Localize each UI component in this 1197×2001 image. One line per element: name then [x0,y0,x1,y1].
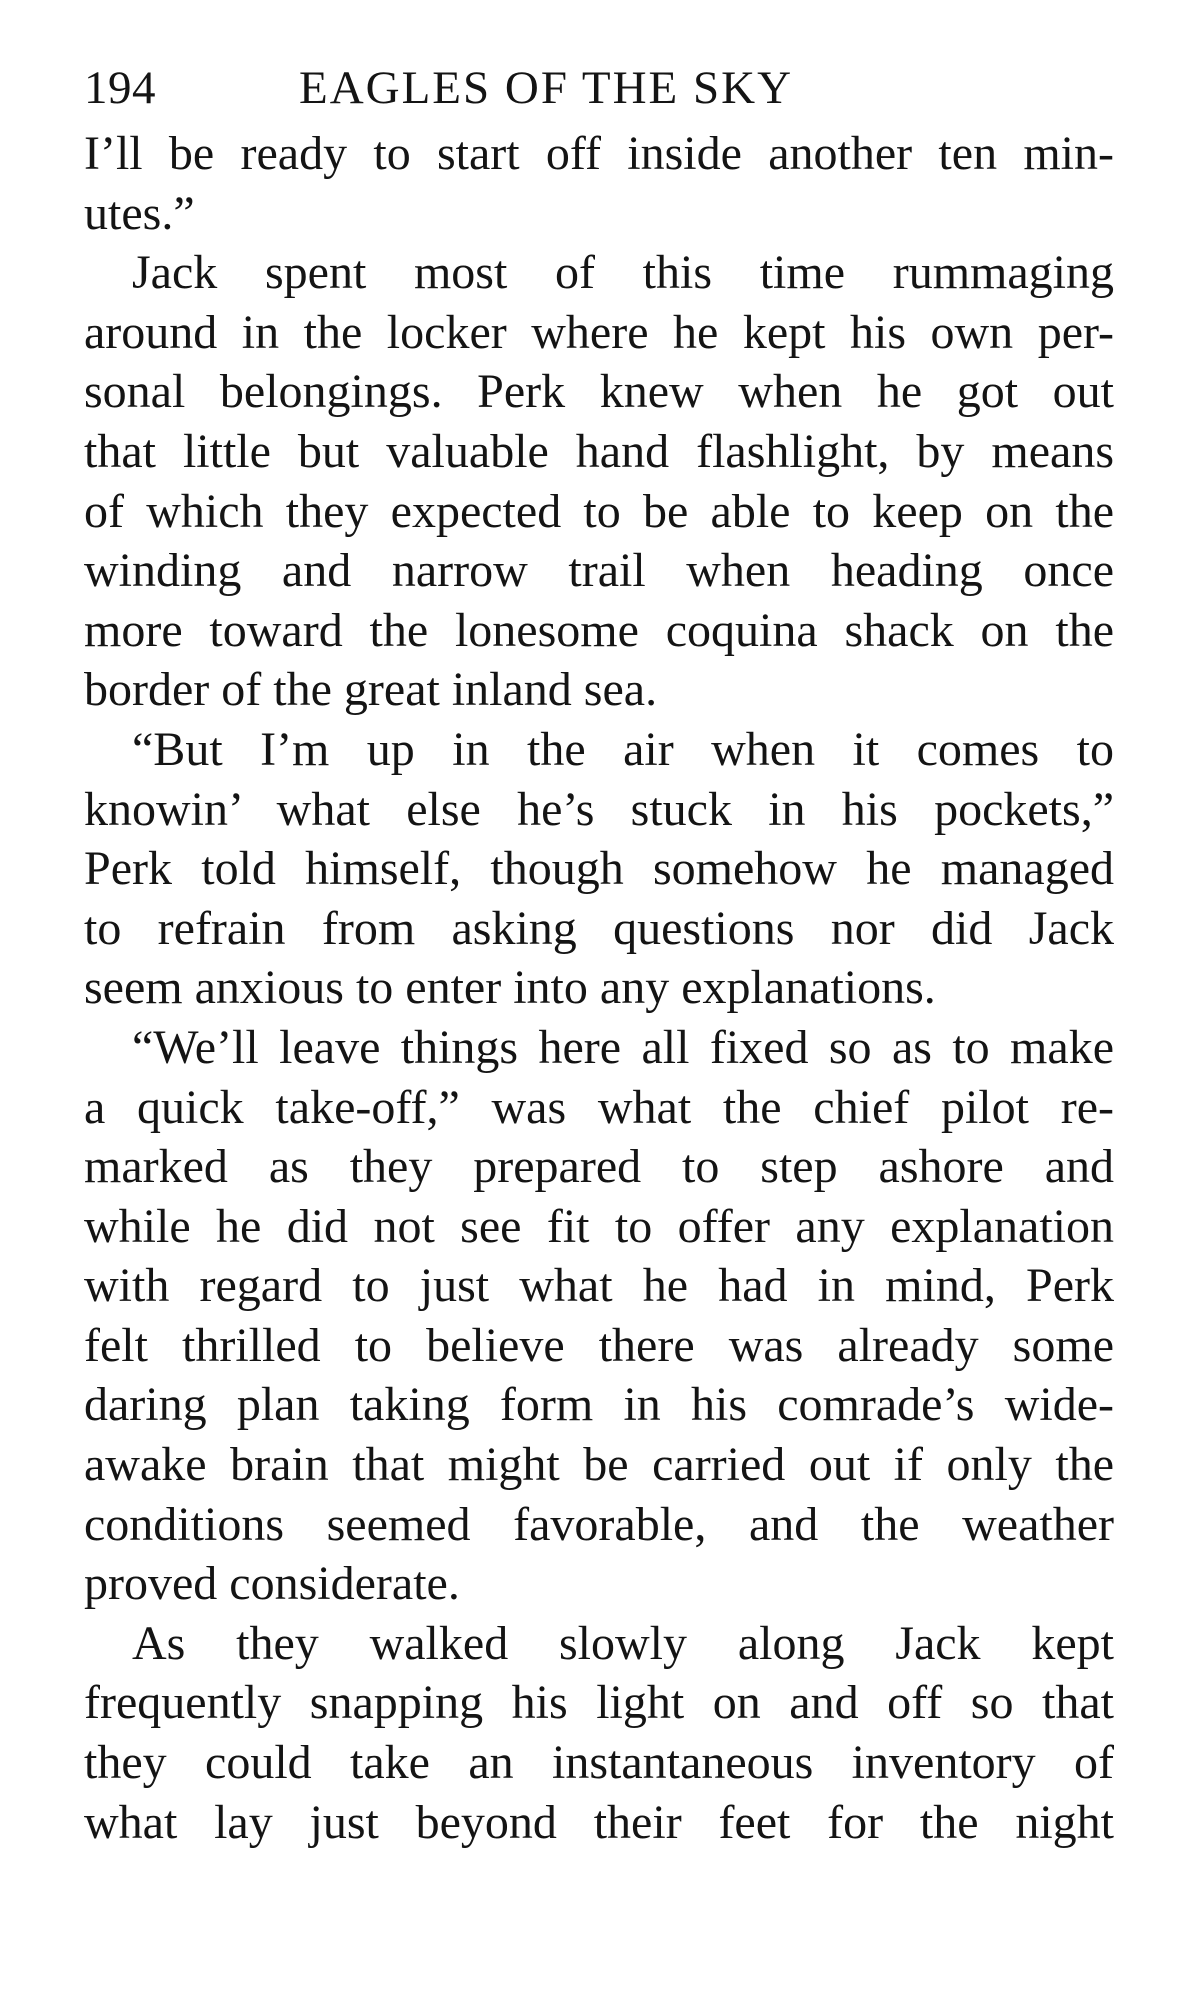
text-line: while he did not see fit to offer any explanation [84,1199,1114,1253]
text-line: daring plan taking form in his comrade’s wide- [84,1378,1114,1432]
text-line: felt thrilled to believe there was already some [84,1318,1114,1372]
text-line: that little but valuable hand flashlight, by means [84,424,1114,478]
text-line: I’ll be ready to start off inside another ten min- [84,127,1114,180]
body-text [84,124,1114,1852]
text-line: “We’ll leave things here all fixed so as to make [132,1020,1114,1074]
text-line: what lay just beyond their feet for the night [84,1795,1114,1849]
text-line: awake brain that might be carried out if only the [84,1438,1114,1492]
text-line: of which they expected to be able to keep on the [84,484,1114,538]
text-line: conditions seemed favorable, and the weather [84,1497,1114,1551]
paragraph-3 [84,720,1114,1018]
text-line: to refrain from asking questions nor did Jack [84,901,1114,955]
text-line: border of the great inland sea. [84,663,658,717]
text-line: with regard to just what he had in mind, Perk [84,1259,1114,1313]
text-line: utes.” [84,186,195,240]
text-line: seem anxious to enter into any explanations. [84,961,936,1015]
text-line: more toward the lonesome coquina shack on the [84,603,1114,657]
text-line: Jack spent most of this time rummaging [132,246,1114,300]
paragraph-5 [84,1614,1114,1852]
text-line: frequently snapping his light on and off so that [84,1676,1114,1730]
paragraph-2 [84,243,1114,720]
text-line: marked as they prepared to step ashore and [84,1140,1114,1194]
page-number: 194 [84,62,156,114]
text-line: they could take an instantaneous inventory of [84,1736,1114,1790]
text-line: “But I’m up in the air when it comes to [132,722,1114,776]
paragraph-4 [84,1018,1114,1614]
text-line: a quick take-off,” was what the chief pilot re- [84,1080,1114,1134]
text-line: As they walked slowly along Jack kept [132,1616,1114,1670]
book-page [84,52,1114,1852]
text-line: Perk told himself, though somehow he managed [84,842,1114,896]
paragraph-1 [84,124,1114,243]
text-line: winding and narrow trail when heading once [84,544,1114,598]
running-title: EAGLES OF THE SKY [299,62,794,114]
running-head [84,52,1114,124]
text-line: knowin’ what else he’s stuck in his pockets,” [84,782,1114,836]
text-line: sonal belongings. Perk knew when he got out [84,365,1114,419]
text-line: proved considerate. [84,1557,460,1611]
text-line: around in the locker where he kept his own per- [84,305,1114,359]
